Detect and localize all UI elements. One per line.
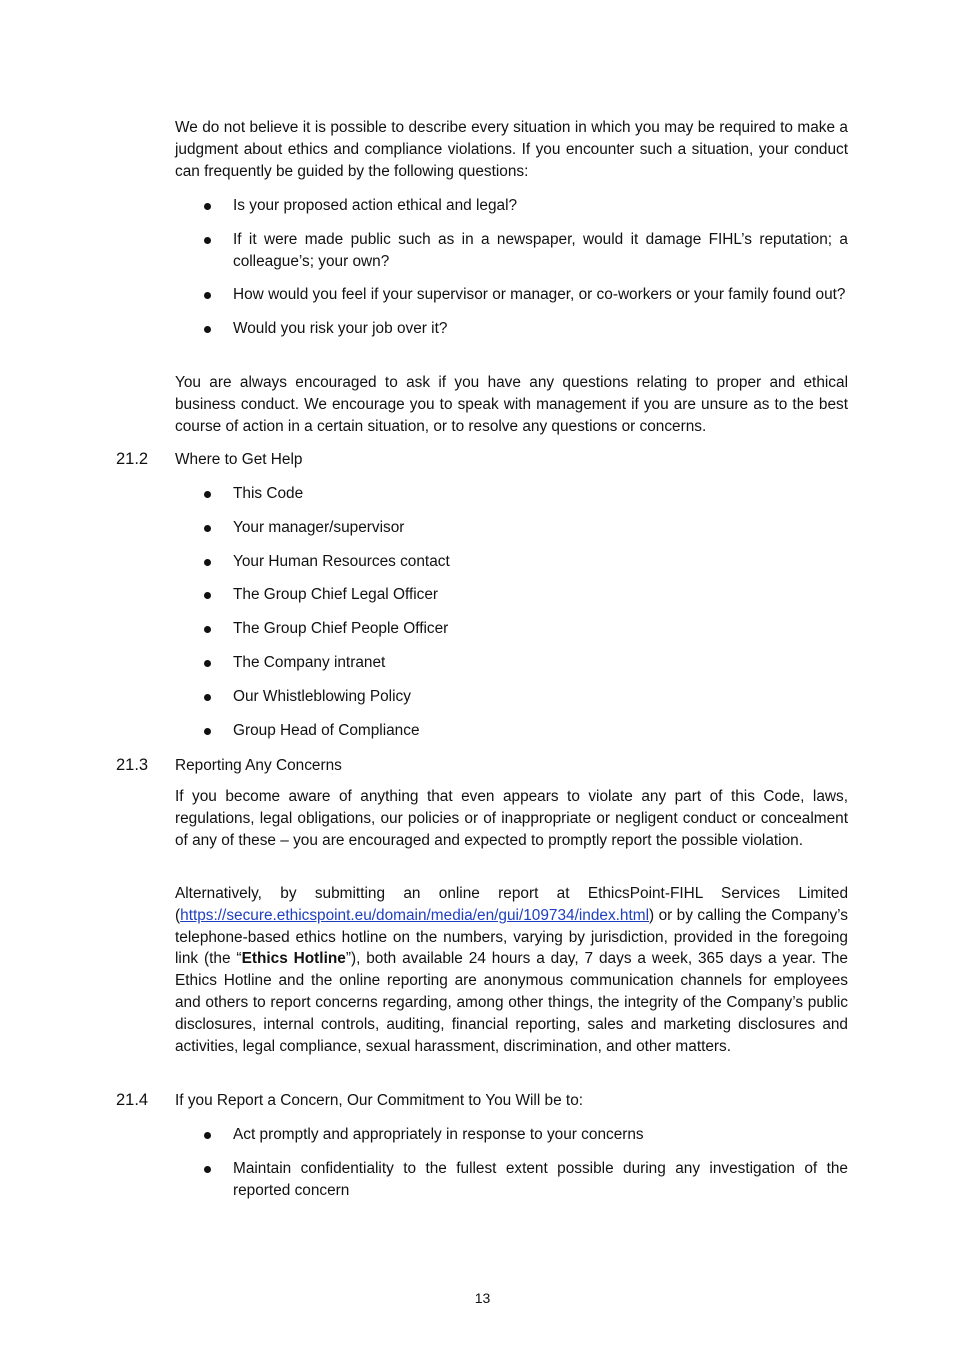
- list-item: Act promptly and appropriately in response to your concerns: [175, 1124, 848, 1146]
- ethicspoint-link[interactable]: https://secure.ethicspoint.eu/domain/media/en/gui/109734/index.html: [180, 906, 649, 924]
- section-heading-21-3: [116, 755, 848, 777]
- bullet-icon: [204, 728, 211, 735]
- list-item: Group Head of Compliance: [175, 720, 848, 742]
- list-item: How would you feel if your supervisor or manager, or co-workers or your family found out?: [175, 284, 848, 306]
- bullet-icon: [204, 694, 211, 701]
- help-resources-list: [175, 483, 848, 741]
- reporting-paragraph-1: If you become aware of anything that even appears to violate any part of this Code, laws, regulations, legal obligations, our policies or of inappropriate or negligent conduct or concealment of any of these – you are encouraged and expected to promptly report the possible violation.: [175, 788, 848, 849]
- list-item: Your Human Resources contact: [175, 551, 848, 573]
- list-item: Is your proposed action ethical and legal?: [175, 195, 848, 217]
- ethics-hotline-term: Ethics Hotline: [241, 950, 346, 968]
- page-number: 13: [474, 1290, 491, 1306]
- bullet-icon: [204, 203, 211, 210]
- bullet-icon: [204, 592, 211, 599]
- guiding-questions-list: [175, 195, 848, 340]
- list-item: Your manager/supervisor: [175, 517, 848, 539]
- section-title: Where to Get Help: [175, 451, 303, 468]
- section-number: 21.2: [116, 450, 149, 468]
- list-item: The Group Chief People Officer: [175, 618, 848, 640]
- commitments-list: [175, 1124, 848, 1201]
- bullet-icon: [204, 660, 211, 667]
- bullet-icon: [204, 292, 211, 299]
- section-title: If you Report a Concern, Our Commitment to You Will be to:: [175, 1092, 584, 1109]
- list-item: This Code: [175, 483, 848, 505]
- list-item: The Group Chief Legal Officer: [175, 584, 848, 606]
- bullet-icon: [204, 626, 211, 633]
- list-item: Maintain confidentiality to the fullest extent possible during any investigation of the reported concern: [175, 1158, 848, 1202]
- bullet-icon: [204, 559, 211, 566]
- section-number: 21.4: [116, 1091, 149, 1109]
- intro-paragraph: We do not believe it is possible to describe every situation in which you may be required to make a judgment about ethics and compliance violations. If you encounter such a situation, your conduct can frequently be guided by the following questions:: [175, 119, 848, 180]
- section-heading-21-4: [116, 1090, 848, 1112]
- intro-closing-paragraph: You are always encouraged to ask if you have any questions relating to proper and ethical business conduct. We encourage you to speak with management if you are unsure as to the best course of action in a certain situation, or to resolve any questions or concerns.: [175, 374, 848, 435]
- section-title: Reporting Any Concerns: [175, 757, 342, 774]
- list-item: Would you risk your job over it?: [175, 318, 848, 340]
- bullet-icon: [204, 491, 211, 498]
- bullet-icon: [204, 525, 211, 532]
- section-number: 21.3: [116, 756, 149, 774]
- reporting-paragraph-2: Alternatively, by submitting an online report at EthicsPoint-FIHL Services Limited (https://secure.ethicspoint.eu/domain/media/en/gui/109734/index.html) or by calling the Company’s telephone-based ethics hotline on the numbers, varying by jurisdiction, provided in the foregoing link (the “Ethics Hotline”), both available 24 hours a day, 7 days a week, 365 days a year. The Ethics Hotline and the online reporting are anonymous communication channels for employees and others to report concerns regarding, among other things, the integrity of the Company’s public disclosures, internal controls, auditing, financial reporting, sales and marketing disclosures and activities, legal compliance, sexual harassment, discrimination, and other matters.: [175, 885, 848, 1055]
- bullet-icon: [204, 326, 211, 333]
- list-item: The Company intranet: [175, 652, 848, 674]
- bullet-icon: [204, 237, 211, 244]
- list-item: If it were made public such as in a newspaper, would it damage FIHL’s reputation; a colleague’s; your own?: [175, 229, 848, 273]
- section-heading-21-2: [116, 449, 848, 471]
- list-item: Our Whistleblowing Policy: [175, 686, 848, 708]
- bullet-icon: [204, 1166, 211, 1173]
- bullet-icon: [204, 1132, 211, 1139]
